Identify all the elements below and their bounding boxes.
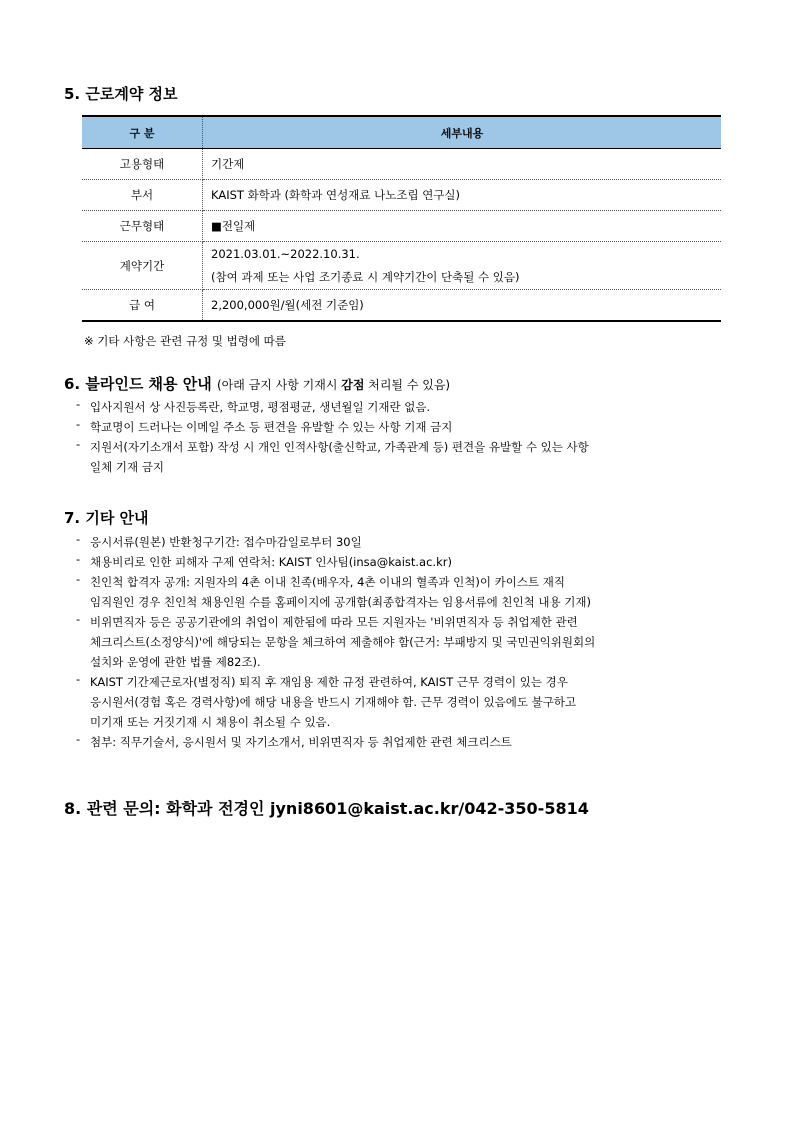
list-item-line: - 비위면직자 등은 공공기관에의 취업이 제한됨에 따라 모든 지원자는 '비위면직자 등 취업제한 관련 bbox=[90, 615, 578, 629]
list-item bbox=[76, 612, 595, 672]
list-item bbox=[76, 572, 595, 612]
row-value bbox=[203, 242, 722, 290]
list-item-line: - 입사지원서 상 사진등록란, 학교명, 평점평균, 생년월일 기재란 없음. bbox=[90, 400, 431, 414]
list-item-line: - 첨부: 직무기술서, 응시원서 및 자기소개서, 비위면직자 등 취업제한 관련 체크리스트 bbox=[90, 735, 512, 749]
row-value: ■전일제 bbox=[203, 211, 722, 242]
section6-note bbox=[217, 378, 450, 392]
list-item-line: 응시원서(경험 혹은 경력사항)에 해당 내용을 반드시 기재해야 함. 근무 경력이 있음에도 불구하고 bbox=[90, 695, 577, 709]
row-value: 2,200,000원/월(세전 기준임) bbox=[203, 290, 722, 321]
row-label: 부서 bbox=[82, 180, 203, 211]
table-row bbox=[82, 211, 721, 242]
list-item-line: - 지원서(자기소개서 포함) 작성 시 개인 인적사항(출신학교, 가족관계 등) 편견을 유발할 수 있는 사항 bbox=[90, 440, 589, 454]
list-item bbox=[76, 437, 589, 477]
section5-footnote: ※ 기타 사항은 관련 규정 및 법령에 따름 bbox=[84, 334, 286, 348]
section8-contact: 8. 관련 문의: 화학과 전경인 jyni8601@kaist.ac.kr/042-350-5814 bbox=[64, 799, 589, 818]
row-label: 고용형태 bbox=[82, 149, 203, 180]
table-row bbox=[82, 149, 721, 180]
list-item bbox=[76, 397, 589, 417]
section6-title bbox=[64, 373, 450, 394]
list-item-line: 설치와 운영에 관한 법률 제82조). bbox=[90, 655, 261, 669]
section6-title-text: 6. 블라인드 채용 안내 bbox=[64, 375, 212, 393]
note-bold: 감점 bbox=[341, 378, 365, 392]
list-item-line: - 친인척 합격자 공개: 지원자의 4촌 이내 친족(배우자, 4촌 이내의 혈족과 인척)이 카이스트 재직 bbox=[90, 575, 565, 589]
section6-list bbox=[76, 397, 589, 477]
list-item-line: 미기재 또는 거짓기재 시 채용이 취소될 수 있음. bbox=[90, 715, 331, 729]
table-row bbox=[82, 180, 721, 211]
row-label: 계약기간 bbox=[82, 242, 203, 290]
row-value: KAIST 화학과 (화학과 연성재료 나노조립 연구실) bbox=[203, 180, 722, 211]
list-item-line: - 학교명이 드러나는 이메일 주소 등 편견을 유발할 수 있는 사항 기재 금지 bbox=[90, 420, 453, 434]
list-item bbox=[76, 417, 589, 437]
table-row bbox=[82, 242, 721, 290]
list-item-line: - KAIST 기간제근로자(별정직) 퇴직 후 재임용 제한 규정 관련하여, KAIST 근무 경력이 있는 경우 bbox=[90, 675, 568, 689]
table-row bbox=[82, 290, 721, 321]
list-item-line: 임직원인 경우 친인척 채용인원 수를 홈페이지에 공개함(최종합격자는 임용서류에 친인척 내용 기재) bbox=[90, 595, 591, 609]
table-header-detail: 세부내용 bbox=[203, 116, 722, 149]
list-item-line: 체크리스트(소정양식)'에 해당되는 문항을 체크하여 제출해야 함(근거: 부패방지 및 국민권익위원회의 bbox=[90, 635, 596, 649]
note-post: 처리될 수 있음) bbox=[364, 378, 451, 392]
contract-info-table bbox=[82, 115, 721, 322]
list-item bbox=[76, 672, 595, 732]
contract-period: 2021.03.01.~2022.10.31. bbox=[211, 246, 360, 261]
row-label: 급 여 bbox=[82, 290, 203, 321]
section7-list bbox=[76, 532, 595, 752]
list-item bbox=[76, 532, 595, 552]
list-item-line: 일체 기재 금지 bbox=[90, 460, 164, 474]
list-item bbox=[76, 732, 595, 752]
list-item-line: - 응시서류(원본) 반환청구기간: 접수마감일로부터 30일 bbox=[90, 535, 362, 549]
section5-title: 5. 근로계약 정보 bbox=[64, 85, 178, 103]
list-item bbox=[76, 552, 595, 572]
list-item-line: - 채용비리로 인한 피해자 구제 연락처: KAIST 인사팀(insa@kaist.ac.kr) bbox=[90, 555, 452, 569]
note-pre: (아래 금지 사항 기재시 bbox=[216, 378, 342, 392]
contract-period-note: (참여 과제 또는 사업 조기종료 시 계약기간이 단축될 수 있음) bbox=[211, 269, 520, 284]
row-label: 근무형태 bbox=[82, 211, 203, 242]
section7-title: 7. 기타 안내 bbox=[64, 509, 149, 527]
table-header-category: 구 분 bbox=[82, 116, 203, 149]
row-value: 기간제 bbox=[203, 149, 722, 180]
